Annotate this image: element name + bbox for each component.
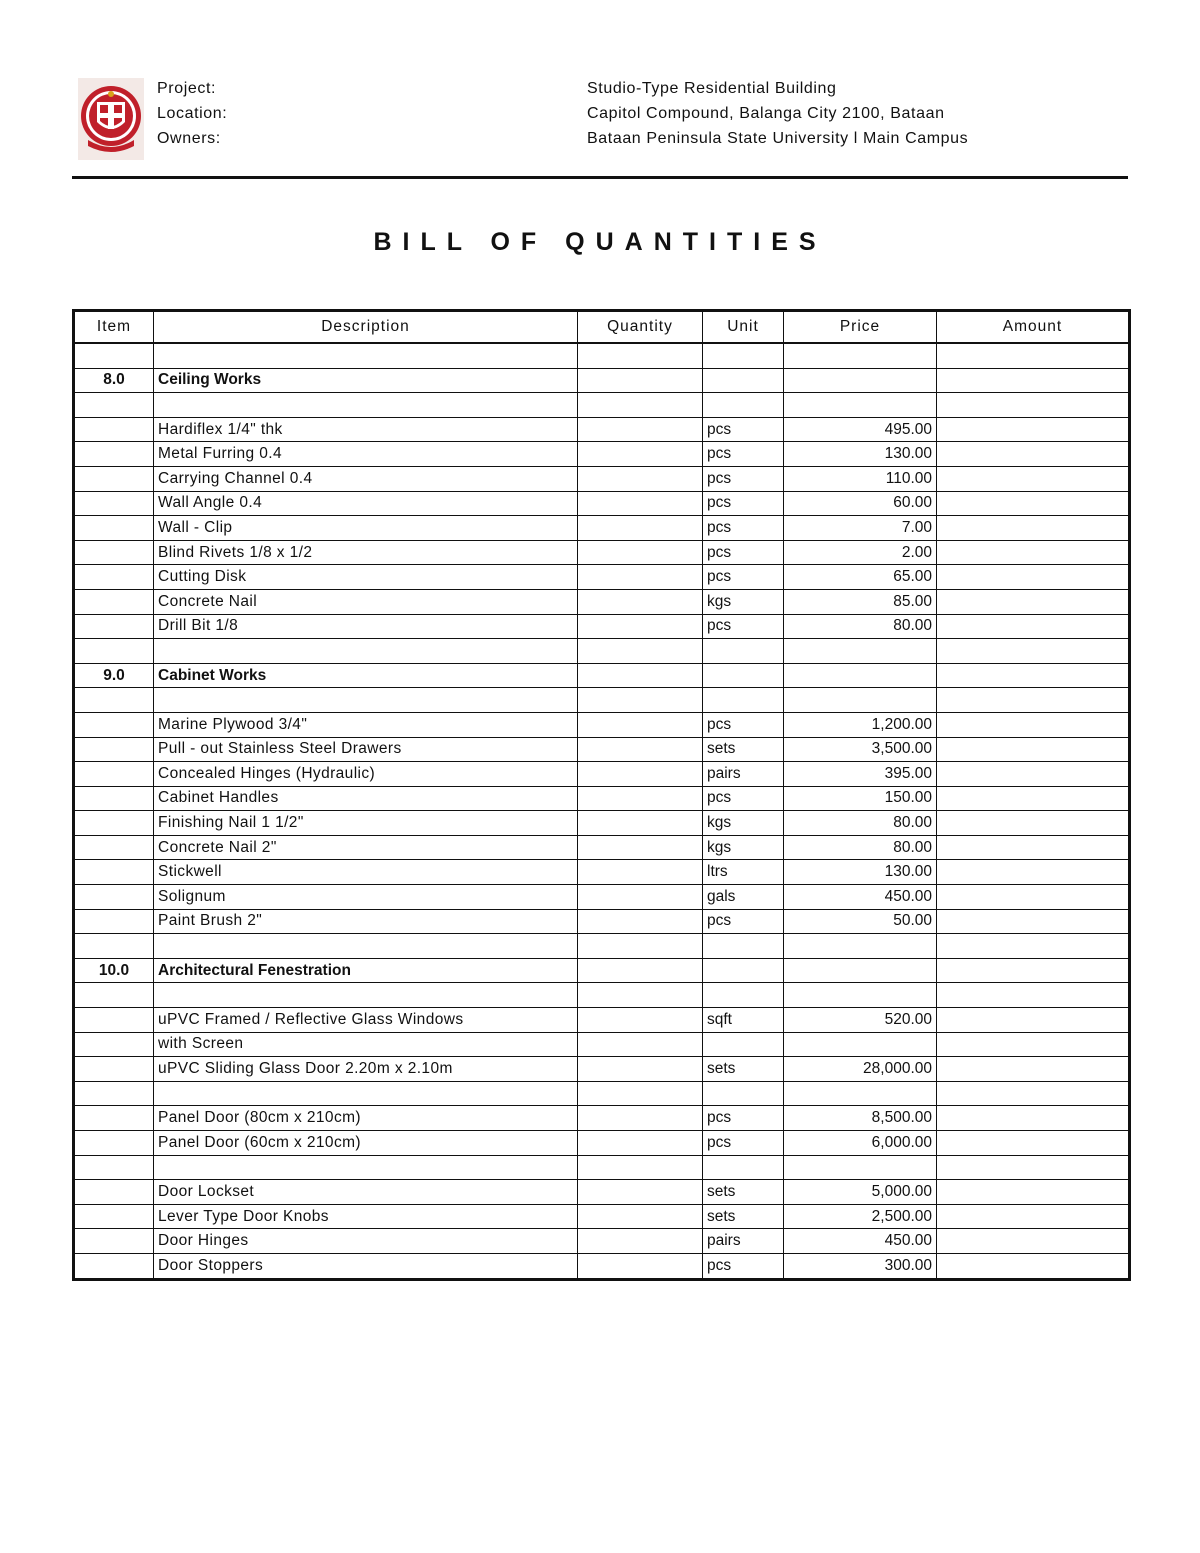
item-cell <box>74 589 154 614</box>
unit-cell: pcs <box>703 491 784 516</box>
owners-label: Owners: <box>157 130 221 147</box>
unit-cell: sets <box>703 737 784 762</box>
quantity-cell <box>578 885 703 910</box>
amount-cell <box>937 737 1130 762</box>
price-cell <box>784 934 937 959</box>
unit-cell <box>703 393 784 418</box>
column-header-amount: Amount <box>937 311 1130 344</box>
item-cell <box>74 983 154 1008</box>
item-cell <box>74 1008 154 1033</box>
price-cell: 5,000.00 <box>784 1180 937 1205</box>
item-cell <box>74 1180 154 1205</box>
item-cell <box>74 688 154 713</box>
unit-cell: pcs <box>703 1106 784 1131</box>
description-cell: Door Stoppers <box>154 1253 578 1279</box>
table-row <box>74 762 1130 787</box>
item-cell <box>74 909 154 934</box>
item-cell <box>74 540 154 565</box>
table-row <box>74 1106 1130 1131</box>
item-cell: 8.0 <box>74 368 154 393</box>
unit-cell: pcs <box>703 614 784 639</box>
amount-cell <box>937 1032 1130 1057</box>
description-cell: Carrying Channel 0.4 <box>154 466 578 491</box>
price-cell: 28,000.00 <box>784 1057 937 1082</box>
price-cell: 50.00 <box>784 909 937 934</box>
description-cell: Solignum <box>154 885 578 910</box>
unit-cell: kgs <box>703 811 784 836</box>
description-cell: Door Hinges <box>154 1229 578 1254</box>
item-cell <box>74 1081 154 1106</box>
quantity-cell <box>578 491 703 516</box>
amount-cell <box>937 565 1130 590</box>
unit-cell: kgs <box>703 589 784 614</box>
header-divider <box>72 176 1128 179</box>
amount-cell <box>937 417 1130 442</box>
item-cell <box>74 1131 154 1156</box>
description-cell: Architectural Fenestration <box>154 958 578 983</box>
item-cell <box>74 1229 154 1254</box>
location-value: Capitol Compound, Balanga City 2100, Bataan <box>587 105 945 122</box>
price-cell: 8,500.00 <box>784 1106 937 1131</box>
column-header-quantity: Quantity <box>578 311 703 344</box>
price-cell <box>784 1155 937 1180</box>
unit-cell: pcs <box>703 466 784 491</box>
item-cell: 9.0 <box>74 663 154 688</box>
university-seal-logo <box>78 78 144 160</box>
column-header-description: Description <box>154 311 578 344</box>
table-body <box>74 343 1130 1279</box>
quantity-cell <box>578 762 703 787</box>
amount-cell <box>937 762 1130 787</box>
quantity-cell <box>578 1032 703 1057</box>
description-cell: with Screen <box>154 1032 578 1057</box>
amount-cell <box>937 540 1130 565</box>
table-row <box>74 1008 1130 1033</box>
price-cell <box>784 663 937 688</box>
quantity-cell <box>578 860 703 885</box>
unit-cell: pcs <box>703 565 784 590</box>
description-cell <box>154 343 578 368</box>
quantity-cell <box>578 614 703 639</box>
quantity-cell <box>578 1106 703 1131</box>
table-row <box>74 417 1130 442</box>
table-row <box>74 737 1130 762</box>
item-cell <box>74 712 154 737</box>
quantity-cell <box>578 1155 703 1180</box>
amount-cell <box>937 1229 1130 1254</box>
unit-cell <box>703 639 784 664</box>
item-cell <box>74 417 154 442</box>
amount-cell <box>937 958 1130 983</box>
item-cell <box>74 491 154 516</box>
unit-cell: sets <box>703 1057 784 1082</box>
location-label: Location: <box>157 105 228 122</box>
unit-cell: pcs <box>703 540 784 565</box>
price-cell: 2,500.00 <box>784 1204 937 1229</box>
unit-cell <box>703 934 784 959</box>
item-cell <box>74 1204 154 1229</box>
bill-of-quantities-table <box>72 309 1131 1281</box>
quantity-cell <box>578 983 703 1008</box>
unit-cell: pcs <box>703 712 784 737</box>
description-cell: Lever Type Door Knobs <box>154 1204 578 1229</box>
column-header-item: Item <box>74 311 154 344</box>
price-cell: 150.00 <box>784 786 937 811</box>
quantity-cell <box>578 343 703 368</box>
description-cell: Cabinet Works <box>154 663 578 688</box>
price-cell: 6,000.00 <box>784 1131 937 1156</box>
table-row <box>74 811 1130 836</box>
description-cell <box>154 393 578 418</box>
price-cell <box>784 393 937 418</box>
amount-cell <box>937 811 1130 836</box>
description-cell <box>154 1155 578 1180</box>
unit-cell: pcs <box>703 442 784 467</box>
amount-cell <box>937 614 1130 639</box>
description-cell <box>154 639 578 664</box>
price-cell: 130.00 <box>784 442 937 467</box>
unit-cell: kgs <box>703 835 784 860</box>
quantity-cell <box>578 786 703 811</box>
quantity-cell <box>578 368 703 393</box>
description-cell: Concealed Hinges (Hydraulic) <box>154 762 578 787</box>
item-cell <box>74 442 154 467</box>
description-cell: Drill Bit 1/8 <box>154 614 578 639</box>
amount-cell <box>937 688 1130 713</box>
item-cell <box>74 885 154 910</box>
unit-cell: pairs <box>703 762 784 787</box>
amount-cell <box>937 516 1130 541</box>
description-cell: Panel Door (60cm x 210cm) <box>154 1131 578 1156</box>
table-row <box>74 343 1130 368</box>
price-cell <box>784 639 937 664</box>
table-row <box>74 1229 1130 1254</box>
description-cell: Panel Door (80cm x 210cm) <box>154 1106 578 1131</box>
item-cell <box>74 1032 154 1057</box>
item-cell <box>74 393 154 418</box>
table-row <box>74 1180 1130 1205</box>
item-cell <box>74 786 154 811</box>
description-cell <box>154 1081 578 1106</box>
quantity-cell <box>578 540 703 565</box>
table-row <box>74 1032 1130 1057</box>
unit-cell <box>703 688 784 713</box>
quantity-cell <box>578 712 703 737</box>
table-row <box>74 614 1130 639</box>
price-cell <box>784 1032 937 1057</box>
price-cell: 495.00 <box>784 417 937 442</box>
amount-cell <box>937 466 1130 491</box>
item-cell <box>74 737 154 762</box>
description-cell: Cabinet Handles <box>154 786 578 811</box>
amount-cell <box>937 663 1130 688</box>
document-title: BILL OF QUANTITIES <box>373 228 827 256</box>
item-cell <box>74 1057 154 1082</box>
item-cell <box>74 516 154 541</box>
unit-cell: pcs <box>703 516 784 541</box>
amount-cell <box>937 1131 1130 1156</box>
price-cell: 1,200.00 <box>784 712 937 737</box>
amount-cell <box>937 786 1130 811</box>
amount-cell <box>937 835 1130 860</box>
price-cell: 80.00 <box>784 614 937 639</box>
description-cell: Ceiling Works <box>154 368 578 393</box>
table-row <box>74 860 1130 885</box>
price-cell: 450.00 <box>784 885 937 910</box>
item-cell <box>74 762 154 787</box>
quantity-cell <box>578 393 703 418</box>
price-cell: 300.00 <box>784 1253 937 1279</box>
price-cell: 60.00 <box>784 491 937 516</box>
quantity-cell <box>578 835 703 860</box>
section-row <box>74 368 1130 393</box>
amount-cell <box>937 885 1130 910</box>
table-row <box>74 1155 1130 1180</box>
price-cell: 7.00 <box>784 516 937 541</box>
amount-cell <box>937 983 1130 1008</box>
amount-cell <box>937 909 1130 934</box>
section-row <box>74 663 1130 688</box>
table-row <box>74 491 1130 516</box>
table-row <box>74 1131 1130 1156</box>
unit-cell <box>703 1081 784 1106</box>
amount-cell <box>937 368 1130 393</box>
item-cell <box>74 466 154 491</box>
unit-cell: pcs <box>703 417 784 442</box>
item-cell <box>74 1253 154 1279</box>
item-cell <box>74 860 154 885</box>
quantity-cell <box>578 589 703 614</box>
quantity-cell <box>578 466 703 491</box>
quantity-cell <box>578 909 703 934</box>
table-row <box>74 934 1130 959</box>
price-cell: 3,500.00 <box>784 737 937 762</box>
quantity-cell <box>578 442 703 467</box>
quantity-cell <box>578 1229 703 1254</box>
project-value: Studio-Type Residential Building <box>587 80 837 97</box>
description-cell: uPVC Sliding Glass Door 2.20m x 2.10m <box>154 1057 578 1082</box>
unit-cell: sets <box>703 1180 784 1205</box>
table-row <box>74 1253 1130 1279</box>
unit-cell: ltrs <box>703 860 784 885</box>
table-row <box>74 540 1130 565</box>
price-cell: 65.00 <box>784 565 937 590</box>
unit-cell: gals <box>703 885 784 910</box>
table-row <box>74 983 1130 1008</box>
table-row <box>74 786 1130 811</box>
column-header-unit: Unit <box>703 311 784 344</box>
description-cell: Paint Brush 2" <box>154 909 578 934</box>
table-header-row <box>74 311 1130 344</box>
description-cell: Concrete Nail <box>154 589 578 614</box>
unit-cell <box>703 343 784 368</box>
price-cell: 130.00 <box>784 860 937 885</box>
item-cell <box>74 614 154 639</box>
description-cell: Stickwell <box>154 860 578 885</box>
price-cell <box>784 983 937 1008</box>
quantity-cell <box>578 1204 703 1229</box>
description-cell <box>154 983 578 1008</box>
description-cell: Hardiflex 1/4" thk <box>154 417 578 442</box>
unit-cell: pcs <box>703 786 784 811</box>
price-cell: 85.00 <box>784 589 937 614</box>
amount-cell <box>937 1081 1130 1106</box>
amount-cell <box>937 442 1130 467</box>
item-cell <box>74 1106 154 1131</box>
description-cell: Wall Angle 0.4 <box>154 491 578 516</box>
table-row <box>74 516 1130 541</box>
description-cell <box>154 688 578 713</box>
price-cell: 80.00 <box>784 811 937 836</box>
price-cell: 520.00 <box>784 1008 937 1033</box>
quantity-cell <box>578 737 703 762</box>
unit-cell <box>703 663 784 688</box>
unit-cell: sqft <box>703 1008 784 1033</box>
description-cell: Blind Rivets 1/8 x 1/2 <box>154 540 578 565</box>
unit-cell: sets <box>703 1204 784 1229</box>
item-cell <box>74 934 154 959</box>
price-cell: 450.00 <box>784 1229 937 1254</box>
amount-cell <box>937 1253 1130 1279</box>
table-row <box>74 466 1130 491</box>
table-row <box>74 1081 1130 1106</box>
description-cell: Concrete Nail 2" <box>154 835 578 860</box>
unit-cell: pcs <box>703 1131 784 1156</box>
owners-value: Bataan Peninsula State University l Main Campus <box>587 130 969 147</box>
description-cell: uPVC Framed / Reflective Glass Windows <box>154 1008 578 1033</box>
price-cell: 80.00 <box>784 835 937 860</box>
table-row <box>74 442 1130 467</box>
price-cell: 395.00 <box>784 762 937 787</box>
amount-cell <box>937 1155 1130 1180</box>
section-row <box>74 958 1130 983</box>
table-row <box>74 909 1130 934</box>
amount-cell <box>937 1180 1130 1205</box>
quantity-cell <box>578 934 703 959</box>
price-cell: 110.00 <box>784 466 937 491</box>
unit-cell <box>703 1032 784 1057</box>
column-header-price: Price <box>784 311 937 344</box>
quantity-cell <box>578 811 703 836</box>
price-cell <box>784 368 937 393</box>
amount-cell <box>937 393 1130 418</box>
quantity-cell <box>578 516 703 541</box>
amount-cell <box>937 1008 1130 1033</box>
amount-cell <box>937 1057 1130 1082</box>
description-cell: Cutting Disk <box>154 565 578 590</box>
quantity-cell <box>578 1057 703 1082</box>
quantity-cell <box>578 1253 703 1279</box>
unit-cell: pcs <box>703 1253 784 1279</box>
item-cell <box>74 835 154 860</box>
amount-cell <box>937 589 1130 614</box>
quantity-cell <box>578 1008 703 1033</box>
item-cell <box>74 811 154 836</box>
table-row <box>74 835 1130 860</box>
description-cell: Marine Plywood 3/4" <box>154 712 578 737</box>
item-cell <box>74 343 154 368</box>
description-cell: Finishing Nail 1 1/2" <box>154 811 578 836</box>
table-row <box>74 589 1130 614</box>
table-row <box>74 639 1130 664</box>
quantity-cell <box>578 1131 703 1156</box>
item-cell <box>74 1155 154 1180</box>
unit-cell <box>703 983 784 1008</box>
table-row <box>74 393 1130 418</box>
description-cell: Pull - out Stainless Steel Drawers <box>154 737 578 762</box>
amount-cell <box>937 712 1130 737</box>
amount-cell <box>937 1106 1130 1131</box>
item-cell <box>74 639 154 664</box>
quantity-cell <box>578 565 703 590</box>
quantity-cell <box>578 1180 703 1205</box>
price-cell: 2.00 <box>784 540 937 565</box>
table-row <box>74 885 1130 910</box>
amount-cell <box>937 639 1130 664</box>
price-cell <box>784 1081 937 1106</box>
amount-cell <box>937 934 1130 959</box>
description-cell: Wall - Clip <box>154 516 578 541</box>
quantity-cell <box>578 1081 703 1106</box>
price-cell <box>784 343 937 368</box>
quantity-cell <box>578 663 703 688</box>
table-row <box>74 1057 1130 1082</box>
table-row <box>74 688 1130 713</box>
quantity-cell <box>578 639 703 664</box>
amount-cell <box>937 1204 1130 1229</box>
price-cell <box>784 688 937 713</box>
unit-cell: pcs <box>703 909 784 934</box>
amount-cell <box>937 343 1130 368</box>
table-row <box>74 712 1130 737</box>
table-row <box>74 1204 1130 1229</box>
project-label: Project: <box>157 80 217 97</box>
unit-cell <box>703 958 784 983</box>
quantity-cell <box>578 688 703 713</box>
quantity-cell <box>578 958 703 983</box>
amount-cell <box>937 860 1130 885</box>
unit-cell <box>703 368 784 393</box>
price-cell <box>784 958 937 983</box>
item-cell <box>74 565 154 590</box>
item-cell: 10.0 <box>74 958 154 983</box>
description-cell: Door Lockset <box>154 1180 578 1205</box>
description-cell <box>154 934 578 959</box>
description-cell: Metal Furring 0.4 <box>154 442 578 467</box>
quantity-cell <box>578 417 703 442</box>
unit-cell: pairs <box>703 1229 784 1254</box>
table-row <box>74 565 1130 590</box>
amount-cell <box>937 491 1130 516</box>
unit-cell <box>703 1155 784 1180</box>
